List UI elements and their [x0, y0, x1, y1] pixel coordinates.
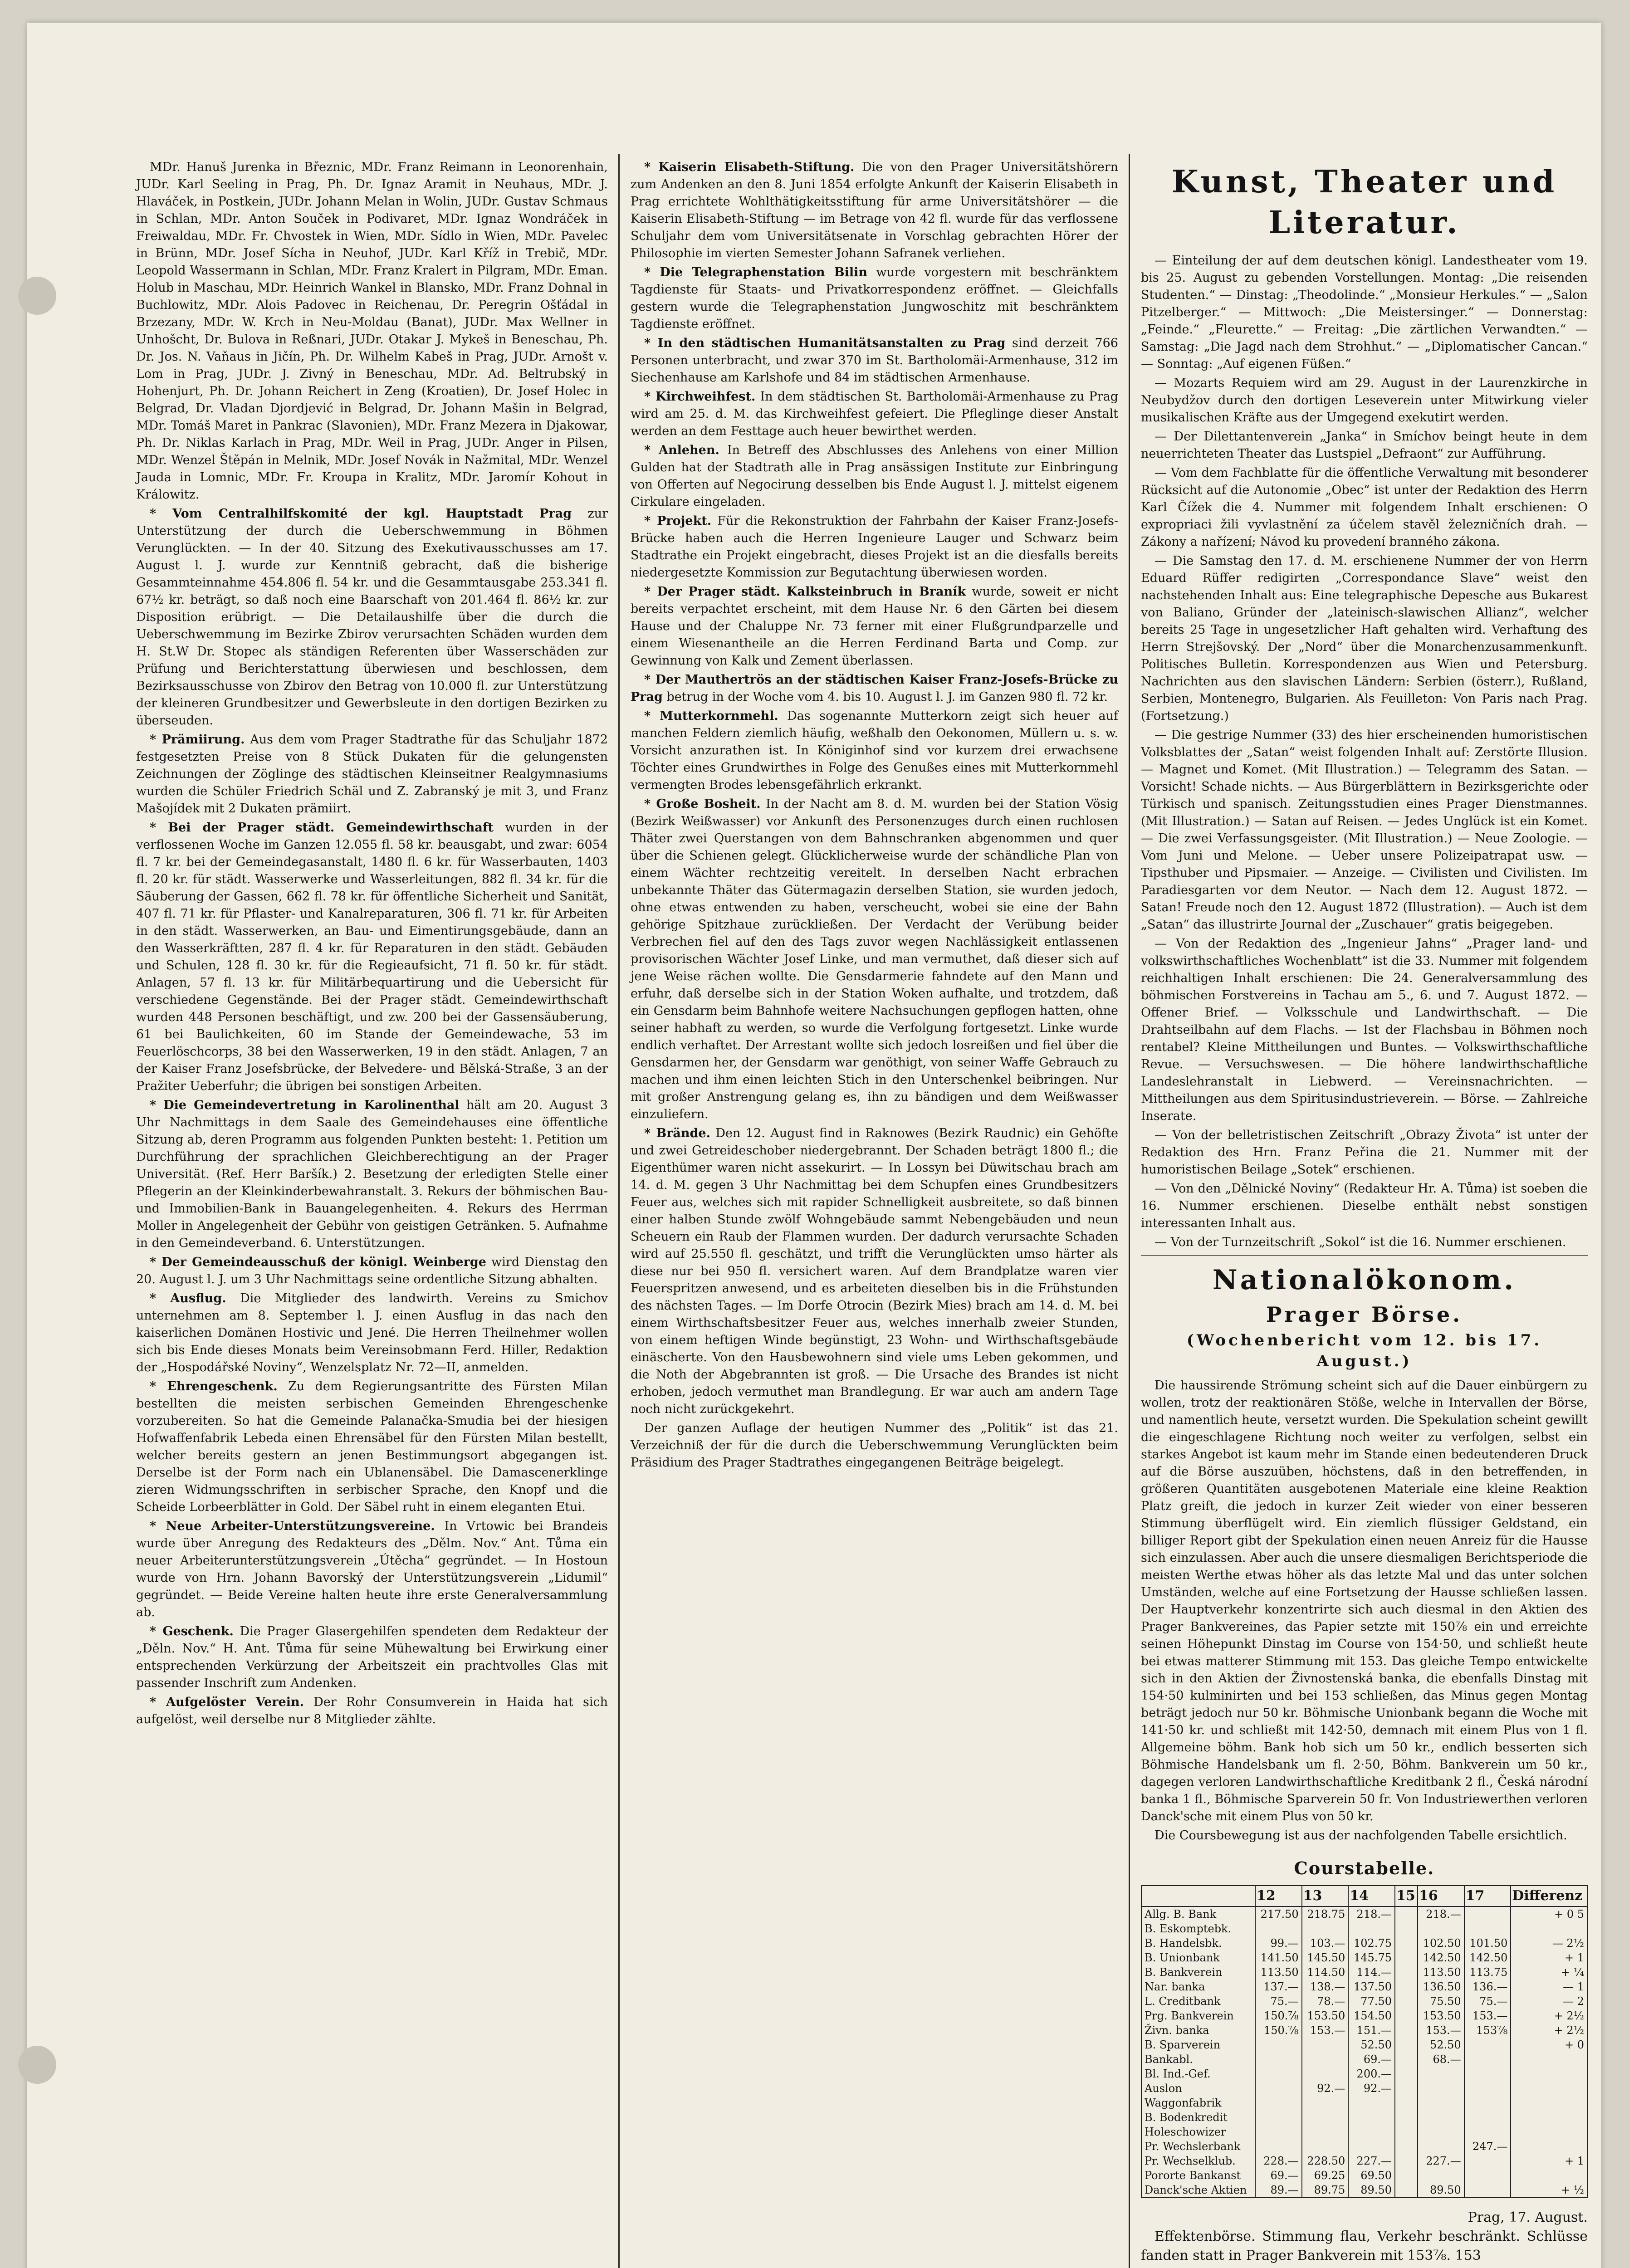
- table-cell: 114.—: [1348, 1965, 1395, 1980]
- article-paragraph: [631, 671, 1118, 706]
- table-row: [1141, 1950, 1587, 1965]
- article-paragraph: [136, 1097, 608, 1252]
- table-cell: [1302, 1921, 1349, 1936]
- table-cell: [1418, 2139, 1464, 2154]
- article-text: wurde, soweit er nicht bereits verpachtet erscheint, mit dem Hause Nr. 6 den Gärten bei diesem Hause und der Chaluppe Nr. 73 ferner mit einer Flußgrundparzelle und einem Wiesenantheile an die Herren Ferdinand Barta und Comp. zur Gewinnung von Kalk und Zement überlassen.: [631, 585, 1118, 668]
- table-cell: Pr. Wechslerbank: [1141, 2139, 1255, 2154]
- table-cell: Auslon: [1141, 2081, 1255, 2096]
- table-cell: [1418, 2168, 1464, 2183]
- table-cell: [1255, 2081, 1302, 2096]
- table-cell: [1511, 2067, 1587, 2081]
- article-text: — Einteilung der auf dem deutschen königl. Landestheater vom 19. bis 25. August zu gebenden Vorstellungen. Montag: „Die reisenden Studenten.“ — Dinstag: „Theodolinde.“ „Monsieur Herkules.“ — „Salon Pitzelberger.“ — Mittwoch: „Die Meistersinger.“ — Donnerstag: „Feinde.“ „Fleurette.“ — Freitag: „Die zärtlichen Verwandten.“ — Samstag: „Die Jagd nach dem Strohhut.“ — „Diplomatischer Cancan.“ — Sonntag: „Auf eigenen Füßen.“: [1141, 254, 1588, 371]
- table-cell: 114.50: [1302, 1965, 1349, 1980]
- table-cell: Allg. B. Bank: [1141, 1906, 1255, 1921]
- table-cell: 153.—: [1302, 2023, 1349, 2038]
- table-cell: [1395, 2023, 1418, 2038]
- table-cell: [1511, 2081, 1587, 2096]
- punch-hole: [18, 2046, 56, 2084]
- table-cell: 101.50: [1464, 1936, 1511, 1950]
- table-cell: [1464, 2110, 1511, 2125]
- boerse-footer: [1141, 2208, 1588, 2265]
- table-header-cell: 17: [1464, 1886, 1511, 1906]
- article-text: sind derzeit 766 Personen unterbracht, und zwar 370 im St. Bartholomäi-Armenhause, 312 im Siechenhause am Karlshofe und 84 im städtischen Armenhause.: [631, 336, 1118, 385]
- article-text: Der ganzen Auflage der heutigen Nummer des „Politik“ ist das 21. Verzeichniß der für die durch die Ueberschwemmung Verunglückten beim Präsidium des Prager Stadtrathes eingegangenen Beiträge beigelegt.: [631, 1421, 1118, 1470]
- table-cell: 153.50: [1418, 2009, 1464, 2023]
- table-cell: [1348, 1921, 1395, 1936]
- table-cell: [1255, 1921, 1302, 1936]
- table-cell: — 2½: [1511, 1936, 1587, 1950]
- table-cell: [1302, 2096, 1349, 2110]
- article-heading: * Der Gemeindeausschuß der königl. Weinberge: [150, 1255, 486, 1269]
- article-paragraph: [1141, 1377, 1588, 1825]
- article-text: Die Coursbewegung ist aus der nachfolgenden Tabelle ersichtlich.: [1154, 1828, 1567, 1843]
- article-paragraph: [631, 583, 1118, 670]
- article-paragraph: [136, 1378, 608, 1516]
- article-text: Die Prager Glasergehilfen spendeten dem Redakteur der „Děln. Nov.“ H. Ant. Tůma für seine Mühewaltung bei Erwirkung einer entsprechenden Verkürzung der Arbeitszeit ein prachtvolles Glas mit passender Inschrift zum Andenken.: [136, 1624, 608, 1690]
- table-cell: + 1: [1511, 1950, 1587, 1965]
- article-text: — Mozarts Requiem wird am 29. August in der Laurenzkirche in Neubydžov durch den dortigen Leseverein unter Mitwirkung vieler musikalischen Kräfte aus der Umgegend exekutirt werden.: [1141, 376, 1588, 425]
- table-cell: B. Eskomptebk.: [1141, 1921, 1255, 1936]
- table-cell: [1395, 2139, 1418, 2154]
- table-cell: [1418, 2110, 1464, 2125]
- section-title-nationaloekonom: Nationalökonom.: [1141, 1254, 1588, 1298]
- table-cell: [1464, 2052, 1511, 2067]
- table-cell: 151.—: [1348, 2023, 1395, 2038]
- table-cell: 77.50: [1348, 1994, 1395, 2009]
- table-cell: B. Unionbank: [1141, 1950, 1255, 1965]
- table-cell: 150.⅞: [1255, 2023, 1302, 2038]
- article-text: zur Unterstützung der durch die Ueberschwemmung in Böhmen Verunglückten. — In der 40. Sitzung des Exekutivausschusses am 17. August l. J. wurde zur Kenntniß gebracht, daß die bisherige Gesammteinnahme 454.806 fl. 54 kr. und die Gesammtausgabe 253.341 fl. 67½ kr. beträgt, so daß noch eine Baarschaft von 201.464 fl. 86½ kr. zur Disposition erübrigt. — Die Detailaushilfe über die durch die Ueberschwemmung im Bezirke Zbirov verursachten Schäden wurden dem H. St.W Dr. Stopec als ständigen Referenten über Wasserschäden zur Prüfung und Berichterstattung überwiesen und beschlossen, dem Bezirksausschusse von Zbirov den Betrag von 10.000 fl. zur Unterstützung der kleineren Grundbesitzer und Gewerbsleute in den dortigen Bezirken zu überseuden.: [136, 507, 608, 728]
- table-cell: Pororte Bankanst: [1141, 2168, 1255, 2183]
- table-cell: [1511, 2052, 1587, 2067]
- table-cell: 153⅞: [1464, 2023, 1511, 2038]
- table-cell: [1395, 1906, 1418, 1921]
- table-cell: Pr. Wechselklub.: [1141, 2154, 1255, 2168]
- article-paragraph: [631, 442, 1118, 511]
- table-cell: [1302, 2052, 1349, 2067]
- table-row: [1141, 2067, 1587, 2081]
- article-heading: * Die Gemeindevertretung in Karolinenthal: [150, 1098, 460, 1112]
- article-heading: * Ausflug.: [150, 1291, 226, 1305]
- table-cell: Živn. banka: [1141, 2023, 1255, 2038]
- table-cell: 145.75: [1348, 1950, 1395, 1965]
- table-cell: 136.—: [1464, 1980, 1511, 1994]
- table-cell: Holeschowizer: [1141, 2125, 1255, 2139]
- table-cell: [1464, 2038, 1511, 2052]
- footer-text: Effektenbörse. Stimmung flau, Verkehr beschränkt. Schlüsse fanden statt in Prager Bankverein mit 153⅞. 153: [1141, 2229, 1588, 2263]
- table-cell: [1464, 2081, 1511, 2096]
- article-text: Zu dem Regierungsantritte des Fürsten Milan bestellten die meisten serbischen Gemeinden Ehrengeschenke vorzubereiten. So hat die Gemeinde Palanačka-Smudia bei der hiesigen Hofwaffenfabrik Lebeda einen Ehrensäbel für den Fürsten Milan bestellt, welcher bereits gestern an jenen Bestimmungsort abgegangen ist. Derselbe ist der Form nach ein Ublanensäbel. Die Damascenerklinge zieren Widmungsschriften in serbischer Sprache, den Knopf und die Scheide Lorbeerblätter in Gold. Der Säbel ruht in einem eleganten Etui.: [136, 1379, 608, 1514]
- table-cell: [1395, 2154, 1418, 2168]
- table-cell: 89.50: [1418, 2183, 1464, 2198]
- table-header-cell: 15: [1395, 1886, 1418, 1906]
- table-row: [1141, 1994, 1587, 2009]
- courstabelle-title: Courstabelle.: [1294, 1858, 1435, 1878]
- kunst-articles: [1141, 252, 1588, 1251]
- article-text: In Vrtowic bei Brandeis wurde über Anregung des Redakteurs des „Dělm. Nov.“ Ant. Tůma ein neuer Arbeiterunterstützungsverein „Útěcha“ gegründet. — In Hostoun wurde von Hrn. Johann Bavorský der Unterstützungsverein „Lidumil“ gegründet. — Beide Vereine halten heute ihre erste Generalversammlung ab.: [136, 1519, 608, 1619]
- table-cell: [1395, 2081, 1418, 2096]
- table-cell: [1395, 2168, 1418, 2183]
- table-row: [1141, 2023, 1587, 2038]
- article-text: MDr. Hanuš Jurenka in Březnic, MDr. Franz Reimann in Leonorenhain, JUDr. Karl Seeling in Prag, Ph. Dr. Ignaz Aramit in Neuhaus, MDr. J. Hlaváček, in Postkein, JUDr. Johann Melan in Wolin, JUDr. Gustav Schmaus in Schlan, MDr. Anton Souček in Podivaret, MDr. Ignaz Wondráček in Freiwaldau, MDr. Fr. Chvostek in Wien, MDr. Sídlo in Wien, MDr. Pavelec in Brünn, MDr. Josef Sícha in Neuhof, JUDr. Karl Kříž in Trebič, MDr. Leopold Wassermann in Schlan, MDr. Franz Kralert in Pilgram, MDr. Eman. Holub in Maschau, MDr. Heinrich Wankel in Blansko, MDr. Franz Dohnal in Buchlowitz, MDr. Alois Padovec in Reichenau, Dr. Peregrin Ošťádal in Brzezany, MDr. W. Krch in Neu-Moldau (Banat), JUDr. Max Wellner in Unhošcht, Dr. Bulova in Reßnari, JUDr. Otakar J. Mykeš in Beneschau, Ph. Dr. Jos. N. Vaňaus in Jičín, Ph. Dr. Wilhelm Kabeš in Prag, JUDr. Arnošt v. Lom in Prag, JUDr. J. Zivný in Beneschau, MDr. Ad. Beltrubský in Hohenjurt, Ph. Dr. Johann Reichert in Zeng (Kroatien), Dr. Josef Holec in Belgrad, Dr. Vladan Djordjević in Belgrad, Dr. Johann Mašin in Belgrad, MDr. Tomáš Maret in Pankrac (Slavonien), MDr. Franz Mezera in Djakowar, Ph. Dr. Niklas Karlach in Prag, MDr. Weil in Prag, JUDr. Anger in Pilsen, MDr. Wenzel Štěpán in Melnik, MDr. Josef Novák in Nažmital, MDr. Wenzel Jauda in Lomnic, MDr. Fr. Kroupa in Kralitz, MDr. Jaromír Kohout in Králowitz.: [136, 160, 608, 502]
- article-heading: * Brände.: [644, 1126, 710, 1140]
- article-text: In Betreff des Abschlusses des Anlehens von einer Million Gulden hat der Stadtrath alle in Prag ansässigen Institute zur Einbringung von Offerten auf Negocirung desselben bis Ende August l. J. mittelst eigenem Cirkulare eingeladen.: [631, 443, 1119, 509]
- table-cell: 136.50: [1418, 1980, 1464, 1994]
- article-text: — Von der Turnzeitschrift „Sokol“ ist die 16. Nummer erschienen.: [1154, 1235, 1566, 1249]
- table-cell: [1511, 2139, 1587, 2154]
- article-text: Das sogenannte Mutterkorn zeigt sich heuer auf manchen Feldern ziemlich häufig, weßhalb den Oekonomen, Müllern u. s. w. Vorsicht anzurathen ist. In Königinhof sind vor kurzem drei erwachsene Töchter eines Grundwirthes in Folge des Genußes eines mit Mutterkornmehl vermengten Brodes lebensgefährlich erkrankt.: [631, 709, 1118, 792]
- punch-hole: [18, 277, 56, 315]
- article-paragraph: [136, 1518, 608, 1621]
- article-text: Die von den Prager Universitätshörern zum Andenken an den 8. Juni 1854 erfolgte Ankunft der Kaiserin Elisabeth in Prag errichtete Wohlthätigkeitsstiftung für arme Universitätshörer — die Kaiserin Elisabeth-Stiftung — im Betrage von 42 fl. wurde für das verflossene Schuljahr dem vom Universitätsenate in Vorschlag gebrachten Hörer der Philosophie im vierten Semester Johann Safranek verliehen.: [631, 160, 1118, 260]
- article-heading: * Große Bosheit.: [644, 797, 761, 811]
- table-cell: 89.75: [1302, 2183, 1349, 2198]
- table-cell: 141.50: [1255, 1950, 1302, 1965]
- table-cell: [1464, 1906, 1511, 1921]
- table-cell: 228.50: [1302, 2154, 1349, 2168]
- article-text: Für die Rekonstruktion der Fahrbahn der Kaiser Franz-Josefs-Brücke haben auch die Herren Ingenieure Lauger und Schwarz beim Stadtrathe ein Projekt eingebracht, dieses Projekt ist an die diesfalls bereits niedergesetzte Kommission zur Begutachtung überwiesen worden.: [631, 514, 1118, 580]
- article-text: In dem städtischen St. Bartholomäi-Armenhause zu Prag wird am 25. d. M. das Kirchweihfest gefeiert. Die Pfleglinge dieser Anstalt werden an dem Festtage auch heuer bewirthet werden.: [631, 390, 1118, 438]
- article-text: — Der Dilettantenverein „Janka“ in Smíchov beingt heute in dem neuerrichteten Theater das Lustspiel „Defraont“ zur Aufführung.: [1141, 430, 1588, 461]
- table-cell: 218.—: [1418, 1906, 1464, 1921]
- article-text: wurden in der verflossenen Woche im Ganzen 12.055 fl. 58 kr. beausgabt, und zwar: 6054 fl. 7 kr. bei der Gemeindegasanstalt, 1480 fl. 6 kr. für Wasserbauten, 1403 fl. 20 kr. für städt. Wasserwerke und Wasserleitungen, 882 fl. 34 kr. für die Säuberung der Gassen, 662 fl. 78 kr. für öffentliche Sicherheit und Sanität, 407 fl. 71 kr. für Pflaster- und Kanalreparaturen, 306 fl. 71 kr. für Arbeiten in den städt. Wasserwerken, an Bau- und Eimentirungsgebäude, dann an den Wasserkräftten, 287 fl. 4 kr. für Reparaturen in den städt. Gebäuden und Schulen, 128 fl. 30 kr. für die Regieaufsicht, 71 fl. 50 kr. für städt. Anlagen, 57 fl. 13 kr. für Militärbequartirung und die Uebersicht für verschiedene Gegenstände. Bei der Prager städt. Gemeindewirthschaft wurden 448 Personen beschäftigt, und zw. 200 bei der Gassensäuberung, 61 bei Baulichkeiten, 60 im Stande der Gemeindewache, 53 im Feuerlöschcorps, 38 bei den Wasserwerken, 19 in den städt. Anlagen, 7 an der Kaiser Franz Josefsbrücke, der Belvedere- und Bělská-Straße, 3 an der Pražiter Ueberfuhr; die übrigen bei sonstigen Arbeiten.: [136, 821, 608, 1093]
- table-cell: [1511, 2110, 1587, 2125]
- table-cell: [1395, 2009, 1418, 2023]
- table-cell: 153.50: [1302, 2009, 1349, 2023]
- table-cell: + 1: [1511, 2154, 1587, 2168]
- table-row: [1141, 1906, 1587, 1921]
- table-row: [1141, 1936, 1587, 1950]
- table-header-cell: 16: [1418, 1886, 1464, 1906]
- table-cell: — 2: [1511, 1994, 1587, 2009]
- table-cell: 102.50: [1418, 1936, 1464, 1950]
- article-paragraph: [136, 1254, 608, 1288]
- table-header-cell: Differenz: [1511, 1886, 1587, 1906]
- article-paragraph: [1141, 1127, 1588, 1178]
- table-cell: 102.75: [1348, 1936, 1395, 1950]
- table-cell: 99.—: [1255, 1936, 1302, 1950]
- article-heading: * Der Mauthertrös an der städtischen Kaiser Franz-Josefs-Brücke zu Prag: [631, 673, 1118, 704]
- table-cell: 247.—: [1464, 2139, 1511, 2154]
- table-cell: [1464, 2168, 1511, 2183]
- article-text: hält am 20. August 3 Uhr Nachmittags in dem Saale des Gemeindehauses eine öffentliche Sitzung ab, deren Programm aus folgenden Punkten besteht: 1. Petition um Durchführung der sprachlichen Gleichberechtigung an der Prager Universität. (Ref. Herr Baršík.) 2. Besetzung der erledigten Stelle einer Pflegerin an der Kleinkinderbewahranstalt. 3. Rekurs der böhmischen Bau- und Immobilien-Bank in Bauangelegenheiten. 4. Rekurs des Herrman Moller in Angelegenheit der Gebühr von geistigen Getränken. 5. Aufnahme in den Gemeindeverband. 6. Unterstützungen.: [136, 1098, 608, 1250]
- table-cell: [1255, 2052, 1302, 2067]
- table-cell: [1395, 1980, 1418, 1994]
- table-row: [1141, 1921, 1587, 1936]
- table-cell: [1395, 2038, 1418, 2052]
- article-paragraph: [631, 1125, 1118, 1418]
- table-cell: 145.50: [1302, 1950, 1349, 1965]
- table-cell: 52.50: [1348, 2038, 1395, 2052]
- article-paragraph: [136, 731, 608, 817]
- table-row: [1141, 2139, 1587, 2154]
- table-cell: [1395, 2096, 1418, 2110]
- article-heading: * Ehrengeschenk.: [150, 1379, 278, 1393]
- article-text: — Von der belletristischen Zeitschrift „Obrazy Života“ ist unter der Redaktion des Hrn. Franz Peřina die 21. Nummer mit der humoristischen Beilage „Sotek“ erschienen.: [1141, 1128, 1588, 1177]
- table-cell: 75.50: [1418, 1994, 1464, 2009]
- table-cell: [1395, 2125, 1418, 2139]
- table-cell: + ¼: [1511, 1965, 1587, 1980]
- article-paragraph: [1141, 727, 1588, 934]
- article-paragraph: [1141, 464, 1588, 551]
- section-title-kunst: Kunst, Theater und Literatur.: [1171, 164, 1557, 241]
- table-cell: + 0 5: [1511, 1906, 1587, 1921]
- table-cell: 92.—: [1348, 2081, 1395, 2096]
- table-cell: [1511, 2168, 1587, 2183]
- column-rule: [618, 154, 620, 2268]
- table-cell: 69.—: [1255, 2168, 1302, 2183]
- article-paragraph: [631, 335, 1118, 386]
- table-cell: B. Bankverein: [1141, 1965, 1255, 1980]
- table-cell: + ½: [1511, 2183, 1587, 2198]
- table-cell: 227.—: [1418, 2154, 1464, 2168]
- column-3: [1141, 159, 1588, 2265]
- table-cell: 113.50: [1255, 1965, 1302, 1980]
- table-cell: 153.—: [1418, 2023, 1464, 2038]
- article-paragraph: [631, 388, 1118, 440]
- article-paragraph: [136, 819, 608, 1095]
- article-paragraph: [136, 505, 608, 729]
- article-heading: * Neue Arbeiter-Unterstützungsvereine.: [150, 1519, 435, 1533]
- article-heading: * Bei der Prager städt. Gemeindewirthschaft: [150, 821, 494, 835]
- table-cell: Bankabl.: [1141, 2052, 1255, 2067]
- table-cell: [1464, 2154, 1511, 2168]
- table-cell: B. Handelsbk.: [1141, 1936, 1255, 1950]
- table-cell: 217.50: [1255, 1906, 1302, 1921]
- table-header-row: [1141, 1886, 1587, 1906]
- table-cell: [1255, 2096, 1302, 2110]
- table-cell: 75.—: [1464, 1994, 1511, 2009]
- article-heading: * Projekt.: [644, 514, 712, 528]
- article-text: In der Nacht am 8. d. M. wurden bei der Station Vösig (Bezirk Weißwasser) vor Ankunft des Personenzuges durch einen ruchlosen Thäter zwei Querstangen von dem Bahnschranken abgenommen und quer über die Schienen gelegt. Glücklicherweise wurde der schändliche Plan von einem Wächter rechtzeitig vereitelt. In derselben Nacht erbrachen unbekannte Thäter das Gütermagazin derselben Station, sie wurden jedoch, ohne etwas entwenden zu haben, verscheucht, wobei sie eine der Bahn gehörige Spitzhaue zurückließen. Der Verdacht der Verübung beider Verbrechen fiel auf den des Tags zuvor wegen Nachlässigkeit entlassenen provisorischen Wächter Josef Linke, und man vermuthet, daß dieser sich auf jene Weise rächen wollte. Die Gensdarmerie fahndete auf den Mann und erfuhr, daß derselbe sich in der Station Woken aufhalte, und trotzdem, daß ein Gensdarm beim Bahnhofe weitere Nachsuchungen gepflogen hatten, ohne seiner habhaft zu werden, so wurde die Verfolgung fortgesetzt. Linke wurde endlich verhaftet. Der Arrestant wollte sich jedoch losreißen und fiel über die Gensdarmen her, der Gensdarm war genöthigt, von seiner Waffe Gebrauch zu machen und ihm einen leichten Stich in den Unterschenkel beibringen. Nur mit großer Anstrengung gelang es, ihn zu bändigen und dem Weißwasser einzuliefern.: [631, 797, 1118, 1121]
- table-cell: [1255, 2125, 1302, 2139]
- table-cell: 89.50: [1348, 2183, 1395, 2198]
- table-cell: [1395, 2067, 1418, 2081]
- table-cell: [1464, 2125, 1511, 2139]
- table-cell: [1395, 1965, 1418, 1980]
- table-cell: + 2½: [1511, 2023, 1587, 2038]
- table-header-cell: 12: [1255, 1886, 1302, 1906]
- table-cell: 92.—: [1302, 2081, 1349, 2096]
- table-cell: [1348, 2096, 1395, 2110]
- table-cell: [1511, 2125, 1587, 2139]
- table-cell: 113.75: [1464, 1965, 1511, 1980]
- article-paragraph: [1141, 428, 1588, 463]
- table-cell: [1418, 1921, 1464, 1936]
- article-paragraph: [1141, 552, 1588, 725]
- table-cell: 75.—: [1255, 1994, 1302, 2009]
- table-cell: Prg. Bankverein: [1141, 2009, 1255, 2023]
- table-cell: Nar. banka: [1141, 1980, 1255, 1994]
- article-text: betrug in der Woche vom 4. bis 10. August l. J. im Ganzen 980 fl. 72 kr.: [666, 690, 1108, 704]
- table-cell: + 2½: [1511, 2009, 1587, 2023]
- article-text: — Die gestrige Nummer (33) des hier erscheinenden humoristischen Volksblattes der „Satan“ weist folgenden Inhalt auf: Zerstörte Illusion. — Magnet und Komet. (Mit Illustration.) — Telegramm des Satan. — Vorsicht! Schade nichts. — Aus Bürgerblättern in Bezirksgerichte oder Türkisch und spanisch. Zeitungsstudien eines Prager Dienstmannes. (Mit Illustration.) — Satan auf Reisen. — Jedes Unglück ist ein Komet. — Die zwei Verfassungsgeister. (Mit Illustration.) — Neue Zoologie. — Vom Juni und Melone. — Ueber unsere Polizeipatrapat usw. — Tipsthuber und Pipsmaier. — Anzeige. — Civilisten und Civilisten. Im Paradiesgarten vor dem Neutor. — Nach dem 12. August 1872. — Satan! Freude noch den 12. August 1872 (Illustration). — Auch ist dem „Satan“ das illustrirte Journal der „Zuschauer“ gratis beigegeben.: [1141, 728, 1588, 932]
- article-heading: * Mutterkornmehl.: [644, 709, 778, 723]
- boerse-report: [1141, 1377, 1588, 1844]
- table-cell: [1395, 1950, 1418, 1965]
- table-cell: 137.—: [1255, 1980, 1302, 1994]
- table-cell: 52.50: [1418, 2038, 1464, 2052]
- article-heading: * Aufgelöster Verein.: [150, 1695, 304, 1709]
- table-cell: 69.25: [1302, 2168, 1349, 2183]
- table-cell: 78.—: [1302, 1994, 1349, 2009]
- table-cell: [1395, 2183, 1418, 2198]
- table-cell: [1302, 2125, 1349, 2139]
- table-cell: 113.50: [1418, 1965, 1464, 1980]
- article-paragraph: [631, 513, 1118, 582]
- table-header-cell: [1141, 1886, 1255, 1906]
- table-header-cell: 14: [1348, 1886, 1395, 1906]
- table-cell: + 0: [1511, 2038, 1587, 2052]
- article-paragraph: [1141, 252, 1588, 373]
- article-text: Die Mitglieder des landwirth. Vereins zu Smichov unternehmen am 8. September l. J. einen Ausflug in das nach den kaiserlichen Domänen Hostivic und Jené. Die Herren Theilnehmer wollen sich bis Ende dieses Monats beim Vereinsobmann Ferd. Hiller, Redaktion der „Hospodářské Noviny“, Wenzelsplatz Nr. 72—II, anmelden.: [136, 1291, 608, 1374]
- table-cell: 153.—: [1464, 2009, 1511, 2023]
- table-cell: — 1: [1511, 1980, 1587, 1994]
- table-cell: 150.⅞: [1255, 2009, 1302, 2023]
- article-heading: * In den städtischen Humanitätsanstalten zu Prag: [644, 336, 1006, 350]
- article-paragraph: [136, 1290, 608, 1376]
- table-cell: 142.50: [1464, 1950, 1511, 1965]
- table-row: [1141, 2183, 1587, 2198]
- table-cell: [1255, 2038, 1302, 2052]
- table-cell: B. Sparverein: [1141, 2038, 1255, 2052]
- table-cell: 89.—: [1255, 2183, 1302, 2198]
- article-paragraph: [631, 796, 1118, 1123]
- table-cell: [1302, 2139, 1349, 2154]
- table-cell: 227.—: [1348, 2154, 1395, 2168]
- article-text: Die haussirende Strömung scheint sich auf die Dauer einbürgern zu wollen, trotz der reaktionären Stöße, welche in Intervallen der Börse, und namentlich heute, versetzt wurden. Die Spekulation scheint gewillt die eingeschlagene Richtung noch weiter zu verfolgen, selbst ein starkes Angebot ist kaum mehr im Stande einen bedeutenderen Druck auf die Börse auszuüben, höchstens, daß in den betreffenden, in größeren Quantitäten ausgebotenen Materiale eine kleine Reaktion Platz greift, die jedoch in kurzer Zeit wieder von einer besseren Stimmung überflügelt wird. Ein ziemlich flüssiger Geldstand, ein billiger Report gibt der Spekulation einen neuen Anreiz für die Hausse sich einzulassen. Aber auch die unsere diesmaligen Berichtsperiode die meisten Werthe etwas höher als das letzte Mal und das unter solchen Umständen, welche auf eine Fortsetzung der Hausse schließen lassen. Der Hauptverkehr konzentrirte sich auch diesmal in den Aktien des Prager Bankvereines, das Papier setzte mit 150⅞ ein und erreichte seinen Höhepunkt Dinstag im Course von 154·50, und schließt heute bei etwas matterer Stimmung mit 153. Das gleiche Tempo entwickelte sich in den Aktien der Živnostenská banka, die ebenfalls Dinstag mit 154·50 kulminirten und bei 153 schließen, das Minus gegen Montag beträgt jedoch nur 50 kr. Böhmische Unionbank begann die Woche mit 141·50 kr. und schließt mit 142·50, demnach mit einem Plus von 1 fl. Allgemeine böhm. Bank hob sich um 50 kr., endlich besserten sich Böhmische Handelsbank um fl. 2·50, Böhm. Bankverein um 50 kr., dagegen verloren Landwirthschaftliche Kreditbank 2 fl., Česká národní banka 1 fl., Böhmische Sparverein 50 fr. Von Industriewerthen verloren Danck'sche mit einem Plus von 50 kr.: [1141, 1378, 1588, 1823]
- table-row: [1141, 2168, 1587, 2183]
- table-cell: 69.—: [1348, 2052, 1395, 2067]
- table-row: [1141, 2081, 1587, 2096]
- article-text: — Von der Redaktion des „Ingenieur Jahns“ „Prager land- und volkswirthschaftliches Wochenblatt“ ist die 33. Nummer mit folgendem reichhaltigen Inhalt erschienen: Die 24. Generalversammlung des böhmischen Forstvereins in Tachau am 5., 6. und 7. August 1872. — Offener Brief. — Volksschule und Landwirthschaft. — Die Drahtseilbahn auf dem Flachs. — Ist der Flachsbau in Böhmen noch rentabel? Kleine Mittheilungen und Buntes. — Volkswirthschaftliche Revue. — Versuchswesen. — Die höhere landwirthschaftliche Landeslehranstalt in Liebwerd. — Vereinsnachrichten. — Mittheilungen aus dem Spiritusindustrieverein. — Börse. — Zahlreiche Inserate.: [1141, 937, 1588, 1123]
- table-cell: [1302, 2038, 1349, 2052]
- article-paragraph: [631, 159, 1118, 262]
- table-header-cell: 13: [1302, 1886, 1349, 1906]
- article-heading: * Geschenk.: [150, 1624, 234, 1638]
- article-text: wird Dienstag den 20. August l. J. um 3 Uhr Nachmittags seine ordentliche Sitzung abhalten.: [136, 1255, 608, 1286]
- table-cell: 200.—: [1348, 2067, 1395, 2081]
- table-row: [1141, 1980, 1587, 1994]
- table-cell: 103.—: [1302, 1936, 1349, 1950]
- table-cell: [1395, 1994, 1418, 2009]
- table-cell: [1418, 2096, 1464, 2110]
- table-cell: [1348, 2110, 1395, 2125]
- article-text: — Vom dem Fachblatte für die öffentliche Verwaltung mit besonderer Rücksicht auf die Autonomie „Obec“ ist unter der Redaktion des Herrn Karl Čížek die 4. Nummer mit folgendem Inhalt erschienen: O expropriaci žili vyvlastnění za účelem stavěl železničních drah. — Zákony a nařízení; Návod ku provedení branného zákona.: [1141, 466, 1588, 549]
- table-cell: [1395, 1921, 1418, 1936]
- article-paragraph: [631, 264, 1118, 333]
- article-heading: * Kirchweihfest.: [644, 390, 756, 404]
- article-paragraph: [631, 708, 1118, 794]
- column-2: [631, 159, 1118, 1473]
- table-cell: 228.—: [1255, 2154, 1302, 2168]
- table-cell: [1255, 2110, 1302, 2125]
- article-text: — Von den „Dělnické Noviny“ (Redakteur Hr. A. Tůma) ist soeben die 16. Nummer erschienen. Dieselbe enthält nebst sonstigen interessanten Inhalt aus.: [1141, 1182, 1588, 1230]
- article-text: Aus dem vom Prager Stadtrathe für das Schuljahr 1872 festgesetzten Preise von 8 Stück Dukaten für die gelungensten Zeichnungen der Zöglinge des städtischen Kleinseitner Realgymnasiums wurden die Schüler Friedrich Schäl und Z. Zabranský je mit 3, und Franz Mašojídek mit 2 Dukaten prämiirt.: [136, 733, 608, 816]
- footer-date: Prag, 17. August.: [1468, 2209, 1588, 2225]
- article-heading: * Anlehen.: [644, 443, 719, 457]
- table-cell: [1464, 2096, 1511, 2110]
- table-row: [1141, 2110, 1587, 2125]
- table-cell: [1255, 2139, 1302, 2154]
- article-heading: * Der Prager städt. Kalksteinbruch in Braník: [644, 585, 966, 599]
- article-text: wurde vorgestern mit beschränktem Tagdienste für Staats- und Privatkorrespondenz eröffnet. — Gleichfalls gestern wurde die Telegraphenstation Jungwoschitz mit beschränktem Tagdienste eröffnet.: [631, 265, 1118, 331]
- article-paragraph: [136, 1694, 608, 1728]
- table-cell: [1464, 2183, 1511, 2198]
- table-cell: [1418, 2125, 1464, 2139]
- article-paragraph: [631, 1420, 1118, 1471]
- table-cell: Bl. Ind.-Gef.: [1141, 2067, 1255, 2081]
- table-cell: 137.50: [1348, 1980, 1395, 1994]
- article-heading: * Die Telegraphenstation Bilin: [644, 265, 868, 279]
- article-paragraph: [1141, 935, 1588, 1125]
- column-rule: [1129, 154, 1130, 2268]
- table-cell: 218.75: [1302, 1906, 1349, 1921]
- table-cell: [1348, 2125, 1395, 2139]
- table-cell: [1255, 2067, 1302, 2081]
- newspaper-page: [27, 23, 1601, 2268]
- table-cell: 142.50: [1418, 1950, 1464, 1965]
- table-cell: [1395, 2052, 1418, 2067]
- table-cell: 218.—: [1348, 1906, 1395, 1921]
- table-cell: 154.50: [1348, 2009, 1395, 2023]
- table-cell: 138.—: [1302, 1980, 1349, 1994]
- table-cell: [1302, 2067, 1349, 2081]
- table-cell: 68.—: [1418, 2052, 1464, 2067]
- table-cell: [1418, 2067, 1464, 2081]
- table-cell: Danck'sche Aktien: [1141, 2183, 1255, 2198]
- table-cell: [1302, 2110, 1349, 2125]
- table-cell: B. Bodenkredit: [1141, 2110, 1255, 2125]
- column-1: [136, 159, 608, 1730]
- table-cell: [1348, 2139, 1395, 2154]
- table-row: [1141, 2096, 1587, 2110]
- table-cell: 69.50: [1348, 2168, 1395, 2183]
- boerse-subtitle: (Wochenbericht vom 12. bis 17. August.): [1186, 1331, 1542, 1370]
- table-row: [1141, 2052, 1587, 2067]
- article-paragraph: [1141, 1827, 1588, 1844]
- table-row: [1141, 2125, 1587, 2139]
- table-cell: [1418, 2081, 1464, 2096]
- article-text: Den 12. August find in Raknowes (Bezirk Raudnic) ein Gehöfte und zwei Getreideschober niedergebrannt. Der Schaden beträgt 1800 fl.; die Eigenthümer waren nicht assekurirt. — In Lossyn bei Düwitschau brach am 14. d. M. gegen 3 Uhr Nachmittag bei dem Schupfen eines Grundbesitzers Feuer aus, welches sich mit rapider Schnelligkeit ausbreitete, so daß binnen einer halben Stunde zwölf Wohngebäude sammt Nebengebäuden und neun Scheuern ein Raub der Flammen wurden. Der dadurch verursachte Schaden wird auf 25.550 fl. geschätzt, und trifft die Verunglückten umso härter als diese nur bei 950 fl. versichert waren. Auf dem Brandplatze waren vier Feuerspritzen anwesend, und es arbeiteten dieselben bis in die Frühstunden des nächsten Tages. — Im Dorfe Otrocin (Bezirk Mies) brach am 14. d. M. bei einem Wirthschaftsbesitzer Feuer aus, welches innerhalb zweier Stunden, von einem heftigen Winde begünstigt, 23 Wohn- und Wirthschaftsgebäude einäscherte. Von den Hausbewohnern sind viele ums Leben gekommen, und die Noth der Abgebrannten ist groß. — Die Ursache des Brandes ist nicht erhoben, jedoch vermuthet man Brandlegung. Er war auch am andern Tage noch nicht zurückgekehrt.: [631, 1126, 1118, 1416]
- article-heading: * Vom Centralhilfskomité der kgl. Hauptstadt Prag: [150, 507, 572, 521]
- table-cell: [1395, 1936, 1418, 1950]
- table-cell: [1395, 2110, 1418, 2125]
- article-heading: * Kaiserin Elisabeth-Stiftung.: [644, 160, 855, 174]
- article-heading: * Prämiirung.: [150, 733, 245, 747]
- article-paragraph: [136, 1623, 608, 1692]
- table-row: [1141, 2009, 1587, 2023]
- table-cell: [1511, 1921, 1587, 1936]
- article-paragraph: [1141, 375, 1588, 426]
- article-paragraph: [1141, 1234, 1588, 1251]
- table-cell: L. Creditbank: [1141, 1994, 1255, 2009]
- table-row: [1141, 2154, 1587, 2168]
- article-paragraph: [136, 159, 608, 503]
- table-row: [1141, 2038, 1587, 2052]
- table-cell: [1464, 2067, 1511, 2081]
- table-cell: [1464, 1921, 1511, 1936]
- article-paragraph: [1141, 1180, 1588, 1232]
- article-text: Der Rohr Consumverein in Haida hat sich aufgelöst, weil derselbe nur 8 Mitglieder zählte.: [136, 1695, 608, 1726]
- article-text: — Die Samstag den 17. d. M. erschienene Nummer der von Herrn Eduard Rüffer redigirten „Correspondance Slave“ weist den nachstehenden Inhalt aus: Eine telegraphische Depesche aus Bukarest von Baliano, Gründer der „lateinisch-slawischen Allianz“, welcher bereits 25 Tage in ungesetzlicher Haft gehalten wird. Verhaftung des Herrn Strejšovský. Der „Nord“ über die Monarchenzusammenkunft. Politisches Bulletin. Korrespondenzen aus Wien und Petersburg. Nachrichten aus den slavischen Ländern: Serbien (österr.), Rußland, Serbien, Montenegro, Bulgarien. Als Feuilleton: Von Paris nach Prag. (Fortsetzung.): [1141, 554, 1588, 723]
- courstabelle: [1141, 1885, 1588, 2198]
- table-row: [1141, 1965, 1587, 1980]
- section-title-prager-boerse: Prager Börse.: [1266, 1302, 1463, 1327]
- table-cell: Waggonfabrik: [1141, 2096, 1255, 2110]
- table-cell: [1511, 2096, 1587, 2110]
